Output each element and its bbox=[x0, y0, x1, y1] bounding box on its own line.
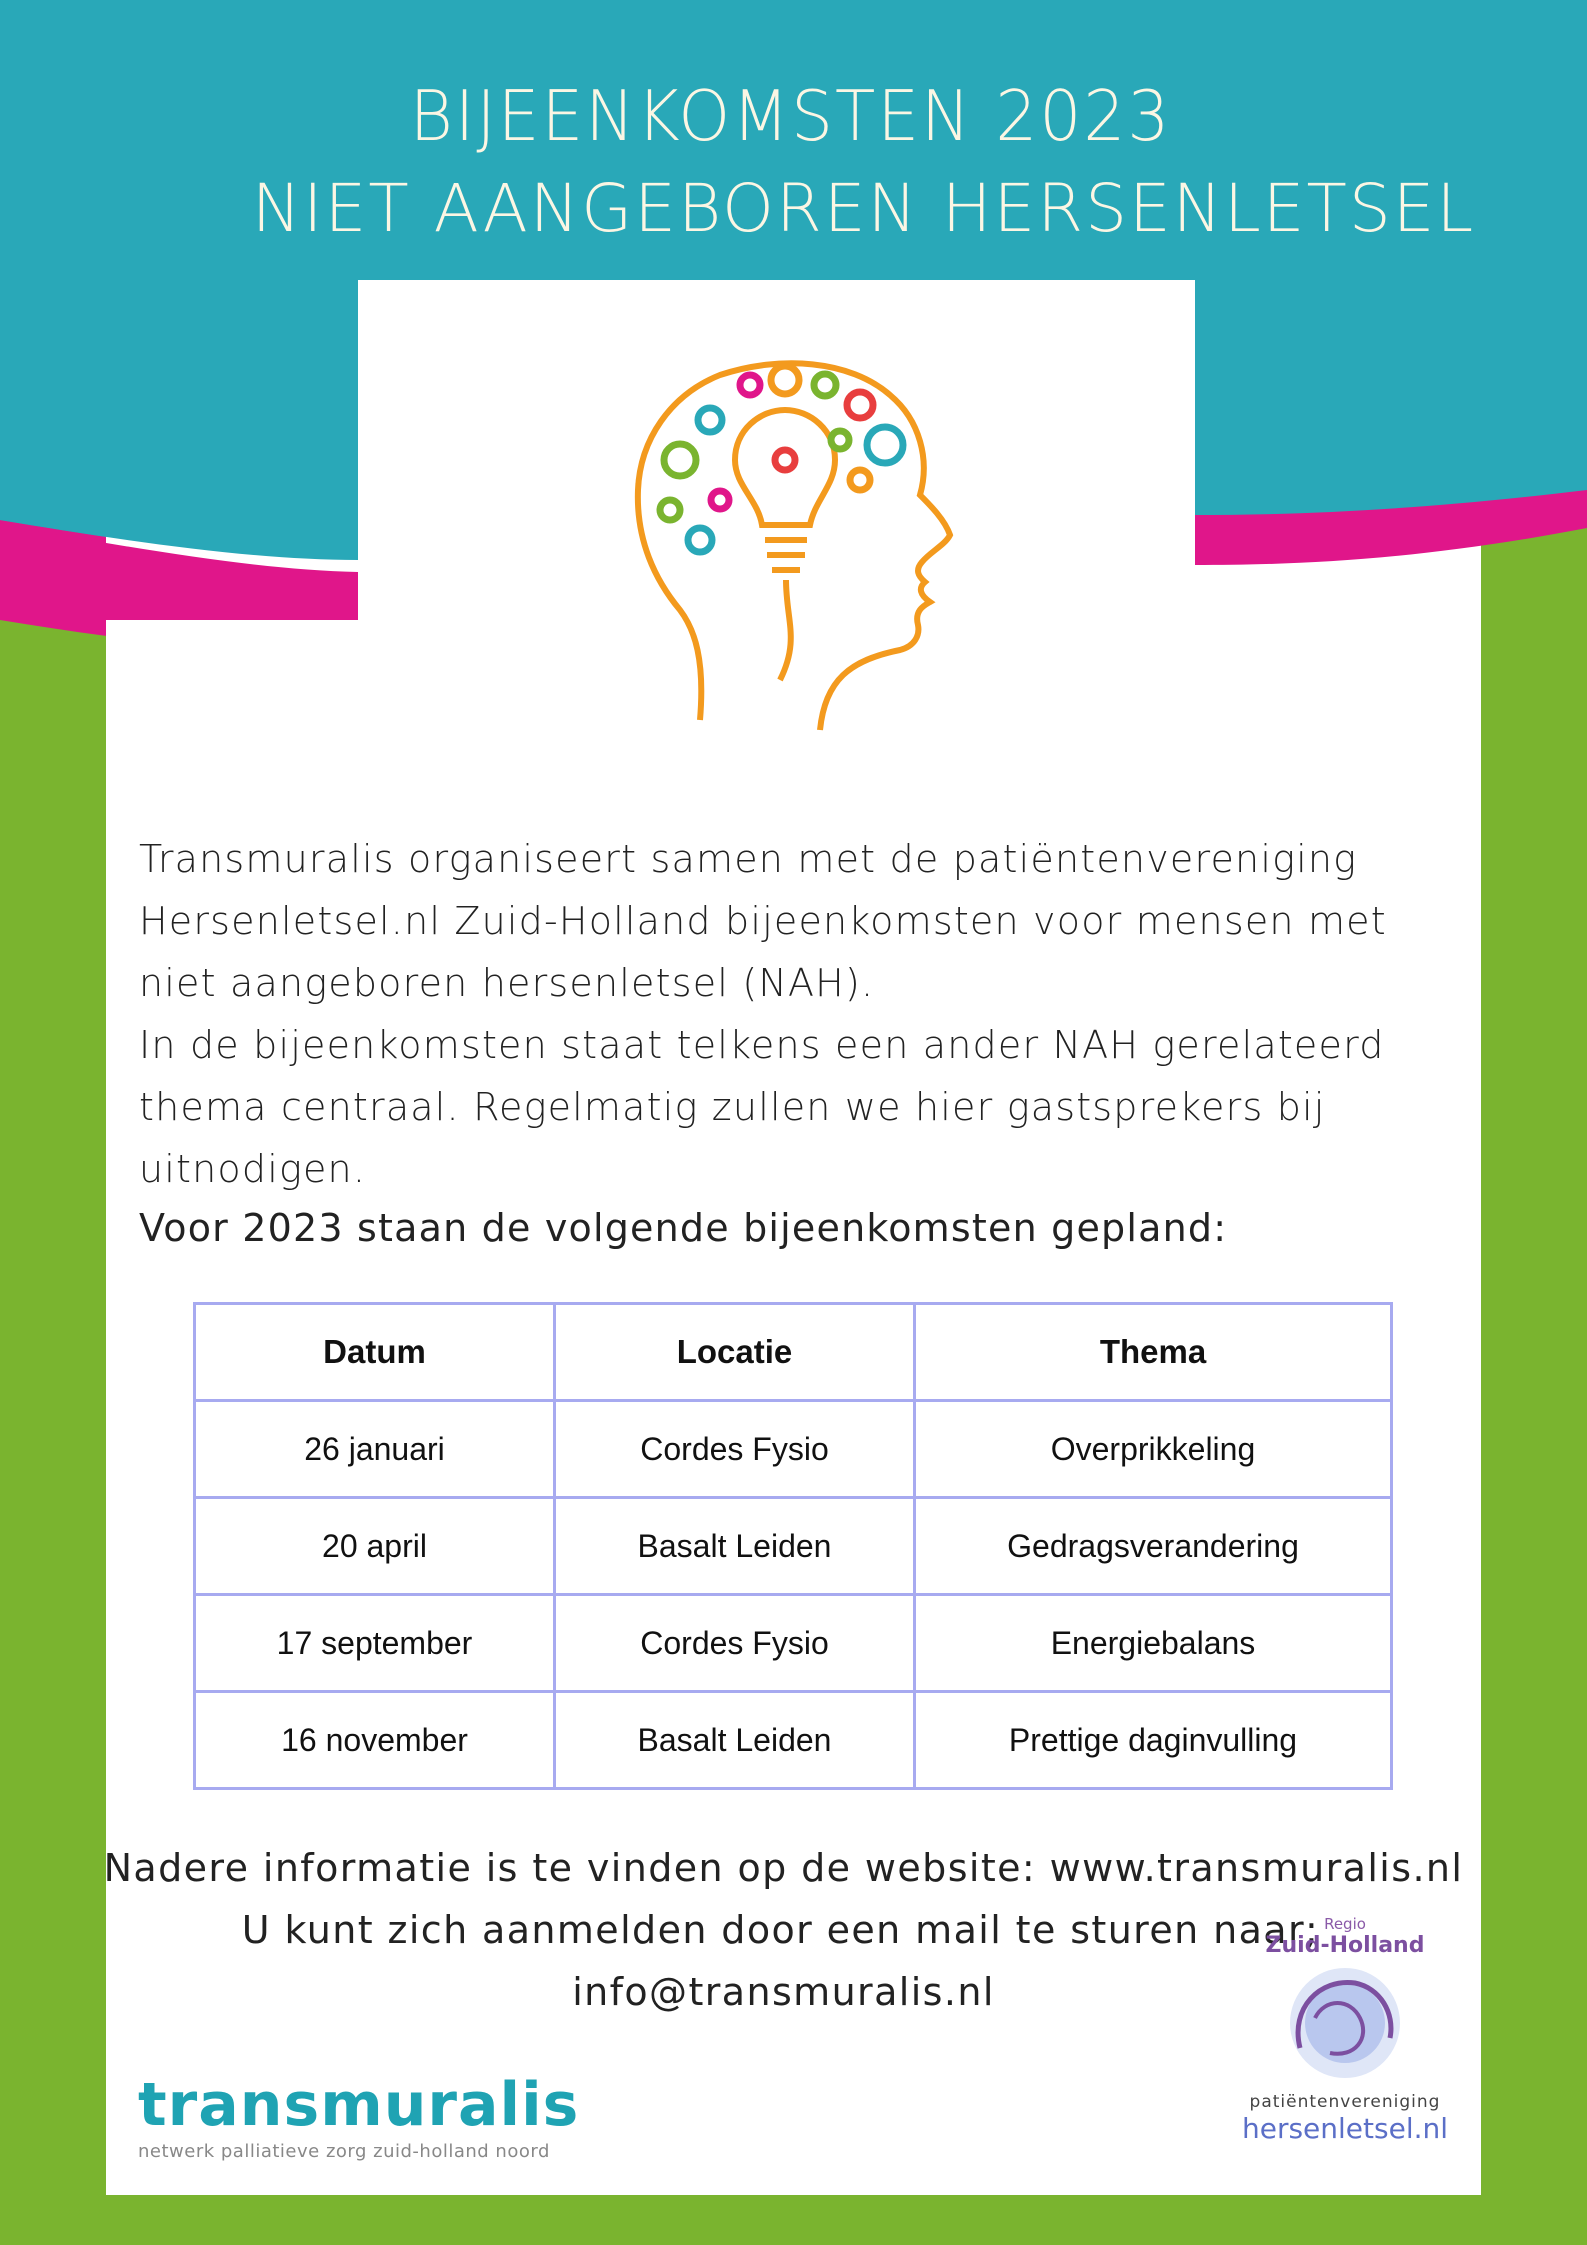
intro-paragraph-2: In de bijeenkomsten staat telkens een ander NAH gerelateerd thema centraal. Regelmatig zullen we hier gastsprekers bij uitnodigen. bbox=[139, 1023, 1385, 1191]
cell-thema: Overprikkeling bbox=[915, 1401, 1392, 1498]
hl-logo-region: Zuid-Holland bbox=[1265, 1933, 1425, 1958]
cell-locatie: Cordes Fysio bbox=[555, 1595, 915, 1692]
header-locatie: Locatie bbox=[555, 1304, 915, 1401]
cell-datum: 20 april bbox=[195, 1498, 555, 1595]
intro-text bbox=[139, 828, 1479, 1200]
header-thema: Thema bbox=[915, 1304, 1392, 1401]
cell-datum: 26 januari bbox=[195, 1401, 555, 1498]
table-row bbox=[195, 1401, 1392, 1498]
transmuralis-logo-subtitle: netwerk palliatieve zorg zuid-holland noord bbox=[138, 2141, 550, 2162]
header-datum: Datum bbox=[195, 1304, 555, 1401]
transmuralis-logo bbox=[138, 2070, 580, 2162]
footer-signup: U kunt zich aanmelden door een mail te sturen naar; bbox=[241, 1908, 1320, 1952]
table-row bbox=[195, 1498, 1392, 1595]
intro-paragraph-1: Transmuralis organiseert samen met de patiëntenvereniging Hersenletsel.nl Zuid-Holland bijeenkomsten voor mensen met niet aangeboren hersenletsel (NAH). bbox=[139, 837, 1387, 1005]
hersenletsel-logo bbox=[1240, 1915, 1450, 2145]
meetings-table bbox=[193, 1302, 1393, 1790]
title-line-1: BIJEENKOMSTEN 2023 bbox=[409, 76, 1172, 157]
head-profile-icon bbox=[1260, 1958, 1430, 2088]
cell-datum: 16 november bbox=[195, 1692, 555, 1789]
hl-logo-regio: Regio bbox=[1324, 1915, 1366, 1933]
brain-lightbulb-gears-icon bbox=[600, 340, 980, 740]
transmuralis-logo-name: transmuralis bbox=[138, 2070, 580, 2140]
cell-thema: Energiebalans bbox=[915, 1595, 1392, 1692]
footer-website: Nadere informatie is te vinden op de website: www.transmuralis.nl bbox=[103, 1846, 1464, 1890]
cell-thema: Prettige daginvulling bbox=[915, 1692, 1392, 1789]
table-row bbox=[195, 1692, 1392, 1789]
cell-datum: 17 september bbox=[195, 1595, 555, 1692]
cell-locatie: Cordes Fysio bbox=[555, 1401, 915, 1498]
plan-heading: Voor 2023 staan de volgende bijeenkomsten gepland: bbox=[139, 1206, 1228, 1250]
hl-logo-pv: patiëntenvereniging bbox=[1249, 2092, 1441, 2112]
hl-logo-name: hersenletsel.nl bbox=[1241, 2112, 1449, 2145]
footer-email[interactable]: info@transmuralis.nl bbox=[572, 1970, 995, 2014]
table-header-row bbox=[195, 1304, 1392, 1401]
cell-locatie: Basalt Leiden bbox=[555, 1692, 915, 1789]
table-row bbox=[195, 1595, 1392, 1692]
cell-thema: Gedragsverandering bbox=[915, 1498, 1392, 1595]
title-line-2: NIET AANGEBOREN HERSENLETSEL bbox=[251, 170, 1476, 247]
cell-locatie: Basalt Leiden bbox=[555, 1498, 915, 1595]
